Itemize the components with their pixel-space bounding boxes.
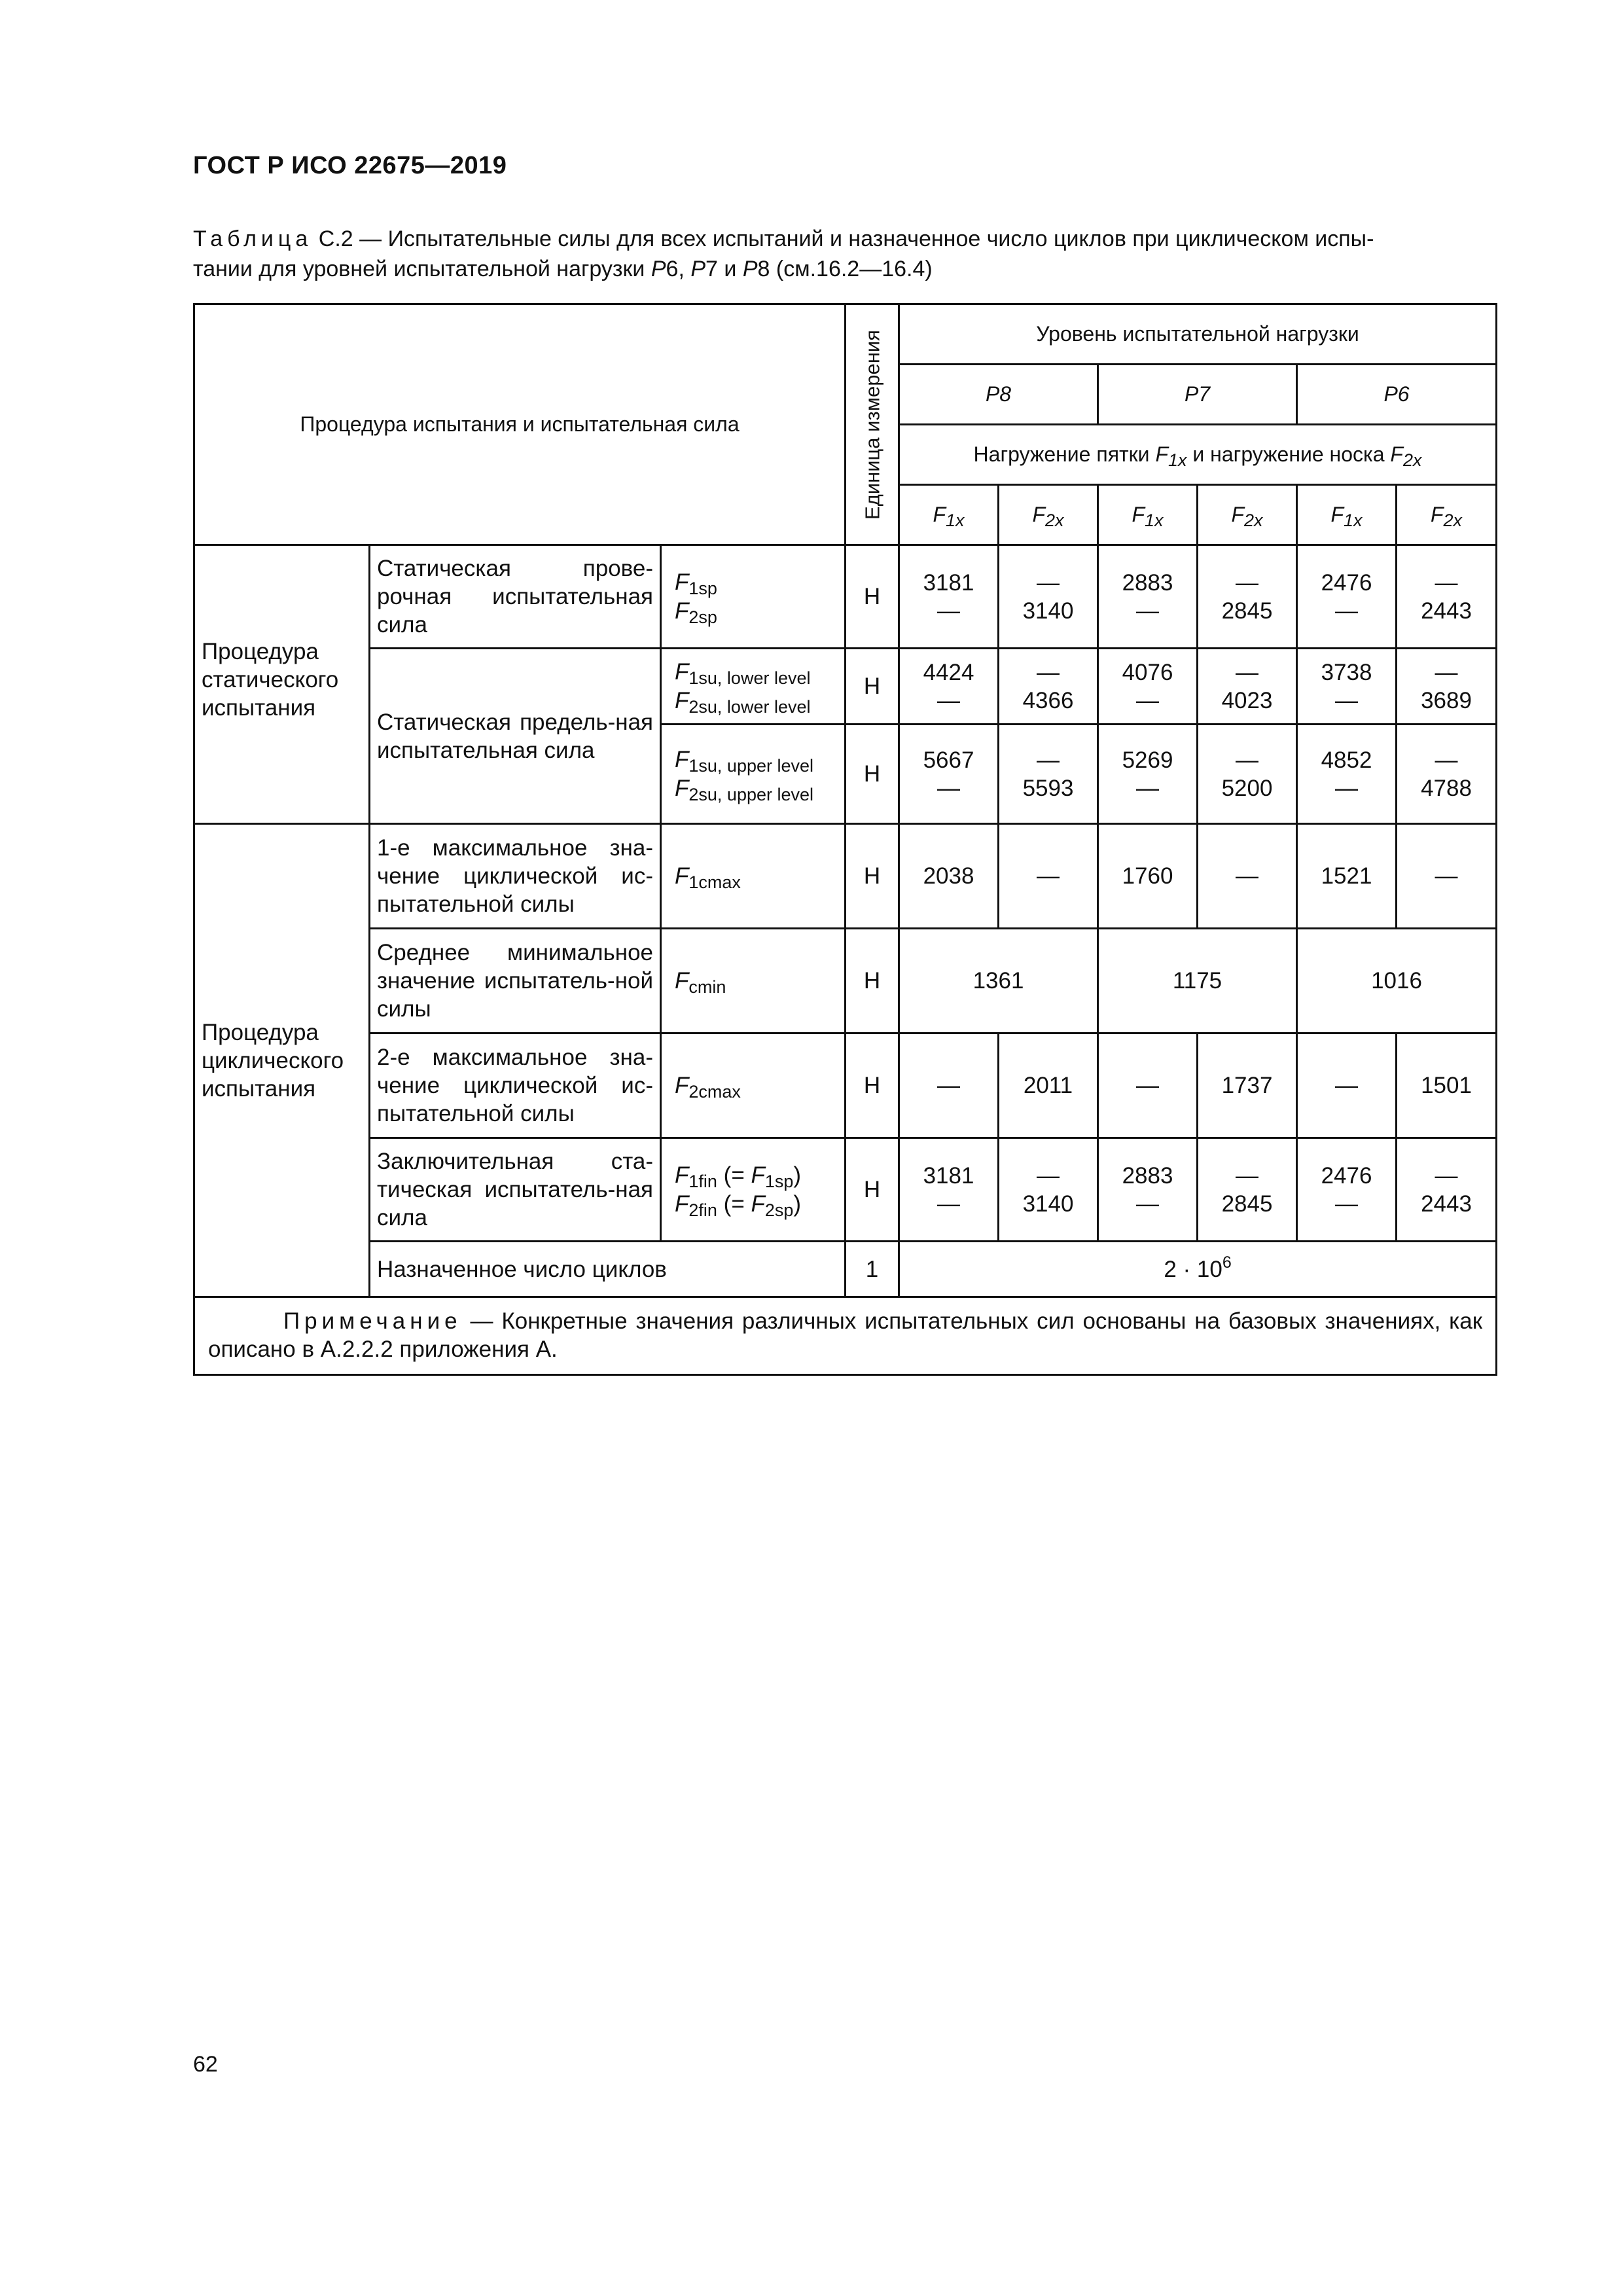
loading-f1-sub: 1x <box>1168 450 1187 470</box>
sym-sub: 2sp <box>764 1200 794 1220</box>
max2-name: 2-е максимальное зна-чение циклической ис-пытательной силы <box>370 1033 661 1138</box>
value: — <box>1435 1162 1458 1189</box>
level-p8 <box>899 365 1098 425</box>
final-symbols <box>661 1138 846 1242</box>
col-p8-f1x <box>899 485 999 545</box>
f-symbol: F <box>1330 503 1344 526</box>
caption-number: С.2 <box>318 226 353 251</box>
f-sub: 1x <box>1145 511 1164 530</box>
forces-table <box>193 303 1497 1376</box>
note-label: Примечание <box>283 1308 462 1334</box>
value-cell <box>1098 1138 1198 1242</box>
ultimate-lower-symbols <box>661 649 846 725</box>
f-symbol: F <box>933 503 946 526</box>
value-cell <box>1297 725 1397 824</box>
f-sub: 1x <box>1344 511 1363 530</box>
value: 3738 <box>1321 659 1372 685</box>
row-cyclic-min <box>194 929 1497 1033</box>
value: — <box>1037 747 1060 773</box>
sym-sub: 1su, upper level <box>688 755 814 776</box>
f-sub: 1x <box>946 511 965 530</box>
value: — <box>1236 659 1259 685</box>
loading-f2-sub: 2x <box>1402 450 1422 470</box>
value: 3140 <box>1022 598 1074 624</box>
level-p6 <box>1297 365 1497 425</box>
value-cell <box>899 1138 999 1242</box>
caption-p6: P <box>651 257 666 281</box>
sym: F <box>675 569 689 595</box>
value: 4424 <box>923 659 974 685</box>
caption-p7: P <box>690 257 706 281</box>
value: — <box>1236 747 1259 773</box>
max1-symbol <box>661 824 846 929</box>
page-number: 62 <box>193 2052 218 2077</box>
value: 3140 <box>1022 1191 1074 1217</box>
value: 3181 <box>923 1162 974 1189</box>
caption-text-1: — Испытательные силы для всех испытаний и назначенное число циклов при циклическом испы- <box>353 226 1374 251</box>
loading-f2: F <box>1390 442 1403 466</box>
sym: F <box>675 687 689 713</box>
caption-p8: P <box>742 257 758 281</box>
value: 3181 <box>923 569 974 596</box>
sym-close: ) <box>793 1162 802 1188</box>
sym: F <box>675 1073 689 1098</box>
max2-symbol <box>661 1033 846 1138</box>
value: — <box>1335 687 1359 713</box>
value: 4852 <box>1321 747 1372 773</box>
value: 2038 <box>899 824 999 929</box>
value: 1521 <box>1297 824 1397 929</box>
value: — <box>1037 659 1060 685</box>
value: — <box>1397 824 1497 929</box>
f-symbol: F <box>1231 503 1245 526</box>
value-cell <box>1297 649 1397 725</box>
value: — <box>937 1191 961 1217</box>
note-text: — Конкретные значения различных испытательных сил основаны на базовых значениях, как описано в А.2.2.2 приложения А. <box>208 1308 1483 1362</box>
sym: F <box>675 863 689 889</box>
min-name: Среднее минимальное значение испытатель-ной силы <box>370 929 661 1033</box>
sym: F <box>751 1162 765 1188</box>
value: — <box>1435 747 1458 773</box>
row-note <box>194 1297 1497 1375</box>
ultimate-upper-unit: Н <box>846 725 899 824</box>
value: 4788 <box>1421 775 1472 801</box>
value-cell <box>999 725 1098 824</box>
value-cell <box>1397 649 1497 725</box>
sym: F <box>751 1191 765 1217</box>
value: — <box>1236 1162 1259 1189</box>
value: — <box>1136 1191 1160 1217</box>
value: 2883 <box>1122 569 1173 596</box>
f-sub: 2x <box>1045 511 1064 530</box>
value: 2476 <box>1321 569 1372 596</box>
level-p8-text: P8 <box>985 382 1012 406</box>
value-cell <box>1198 649 1297 725</box>
sym-close: ) <box>793 1191 802 1217</box>
value: 2443 <box>1421 598 1472 624</box>
col-p8-f2x <box>999 485 1098 545</box>
value-cell <box>899 545 999 649</box>
value: — <box>1136 598 1160 624</box>
value: 4076 <box>1122 659 1173 685</box>
value: 1016 <box>1297 929 1497 1033</box>
value: — <box>999 824 1098 929</box>
value: 4023 <box>1221 687 1273 713</box>
value: 2443 <box>1421 1191 1472 1217</box>
col-p6-f1x <box>1297 485 1397 545</box>
sym-sub: 2sp <box>688 607 717 627</box>
value-cell <box>1397 725 1497 824</box>
min-unit: Н <box>846 929 899 1033</box>
col-p7-f2x <box>1198 485 1297 545</box>
table-note <box>194 1297 1497 1375</box>
sym: F <box>675 658 689 685</box>
value: 1175 <box>1098 929 1297 1033</box>
f-symbol: F <box>1032 503 1046 526</box>
caption-p8n: 8 <box>757 257 770 281</box>
ultimate-name: Статическая предель-ная испытательная сила <box>370 649 661 824</box>
value: — <box>937 775 961 801</box>
final-unit: Н <box>846 1138 899 1242</box>
value: 1361 <box>899 929 1098 1033</box>
value: 3689 <box>1421 687 1472 713</box>
document-header: ГОСТ Р ИСО 22675—2019 <box>193 152 507 179</box>
unit-header <box>846 304 899 545</box>
value: — <box>1435 569 1458 596</box>
sym-eq: (= <box>717 1162 751 1188</box>
sym-sub: 1cmax <box>688 872 741 892</box>
f-symbol: F <box>1430 503 1444 526</box>
sym-sub: 1fin <box>688 1171 717 1191</box>
value: — <box>1136 775 1160 801</box>
row-cyclic-final <box>194 1138 1497 1242</box>
value-cell <box>1098 725 1198 824</box>
value: 2845 <box>1221 1191 1273 1217</box>
unit-header-text: Единица измерения <box>861 329 884 520</box>
value: — <box>899 1033 999 1138</box>
value: 1737 <box>1198 1033 1297 1138</box>
col-p7-f1x <box>1098 485 1198 545</box>
value-cell <box>899 725 999 824</box>
sym-sub: 2fin <box>688 1200 717 1220</box>
ultimate-lower-unit: Н <box>846 649 899 725</box>
value-cell <box>1297 545 1397 649</box>
caption-and: и <box>717 257 743 281</box>
value: — <box>1136 687 1160 713</box>
value: 1760 <box>1098 824 1198 929</box>
table-caption <box>193 224 1495 284</box>
row-static-proof <box>194 545 1497 649</box>
proof-symbols <box>661 545 846 649</box>
value: — <box>1037 1162 1060 1189</box>
value: 2845 <box>1221 598 1273 624</box>
value-cell <box>899 649 999 725</box>
sym: F <box>675 968 689 994</box>
ultimate-upper-symbols <box>661 725 846 824</box>
procedure-header: Процедура испытания и испытательная сила <box>194 304 846 545</box>
group-cyclic: Процедура циклического испытания <box>194 824 370 1297</box>
cycles-value <box>899 1242 1497 1297</box>
level-p7-text: P7 <box>1184 382 1211 406</box>
value-cell <box>999 545 1098 649</box>
value: 2011 <box>999 1033 1098 1138</box>
row-cycles <box>194 1242 1497 1297</box>
row-static-ultimate-lower <box>194 649 1497 725</box>
value: 4366 <box>1022 687 1074 713</box>
value-cell <box>1397 1138 1497 1242</box>
sym: F <box>675 746 689 772</box>
sym-eq: (= <box>717 1191 751 1217</box>
level-p7 <box>1098 365 1297 425</box>
min-symbol <box>661 929 846 1033</box>
value: — <box>1236 569 1259 596</box>
value: — <box>1335 598 1359 624</box>
final-name: Заключительная ста-тическая испытатель-ная сила <box>370 1138 661 1242</box>
loading-text-1: Нагружение пятки <box>973 442 1156 466</box>
caption-comma: , <box>678 257 691 281</box>
row-cyclic-max2 <box>194 1033 1497 1138</box>
value: 5269 <box>1122 747 1173 773</box>
max2-unit: Н <box>846 1033 899 1138</box>
cycles-name: Назначенное число циклов <box>370 1242 846 1297</box>
proof-unit: Н <box>846 545 899 649</box>
value: — <box>1297 1033 1397 1138</box>
caption-ref: (см.16.2—16.4) <box>770 257 933 281</box>
value: — <box>1198 824 1297 929</box>
value: 2883 <box>1122 1162 1173 1189</box>
value: 2476 <box>1321 1162 1372 1189</box>
value: 5200 <box>1221 775 1273 801</box>
sym: F <box>675 1162 689 1188</box>
col-p6-f2x <box>1397 485 1497 545</box>
sym: F <box>675 775 689 801</box>
value-cell <box>1198 545 1297 649</box>
header-row-1 <box>194 304 1497 365</box>
sym: F <box>675 598 689 624</box>
caption-p7n: 7 <box>705 257 718 281</box>
value: 5593 <box>1022 775 1074 801</box>
value: — <box>1037 569 1060 596</box>
group-static: Процедура статического испытания <box>194 545 370 824</box>
value: — <box>1098 1033 1198 1138</box>
sym-sub: 2su, lower level <box>688 696 811 717</box>
value-cell <box>1098 649 1198 725</box>
loading-f1: F <box>1155 442 1168 466</box>
cycles-base: 2 · 10 <box>1164 1256 1222 1282</box>
f-symbol: F <box>1132 503 1145 526</box>
value: — <box>937 598 961 624</box>
sym: F <box>675 1191 689 1217</box>
value-cell <box>999 649 1098 725</box>
sym-sub: 1su, lower level <box>688 668 811 688</box>
sym-sub: 2cmax <box>688 1082 741 1102</box>
max1-unit: Н <box>846 824 899 929</box>
value: — <box>1335 775 1359 801</box>
caption-label: Таблица <box>193 226 313 251</box>
sym-sub: 2su, upper level <box>688 784 814 804</box>
max1-name: 1-е максимальное зна-чение циклической ис-пытательной силы <box>370 824 661 929</box>
proof-name: Статическая прове-рочная испытательная сила <box>370 545 661 649</box>
value-cell <box>1297 1138 1397 1242</box>
sym-sub: 1sp <box>688 578 717 598</box>
value: 1501 <box>1397 1033 1497 1138</box>
value: — <box>1335 1191 1359 1217</box>
sym-sub: cmin <box>688 977 726 997</box>
caption-text-2: тании для уровней испытательной нагрузки <box>193 257 651 281</box>
value: 5667 <box>923 747 974 773</box>
level-header: Уровень испытательной нагрузки <box>899 304 1497 365</box>
value: — <box>937 687 961 713</box>
loading-text-2: и нагружение носка <box>1186 442 1391 466</box>
f-sub: 2x <box>1443 511 1463 530</box>
f-sub: 2x <box>1244 511 1263 530</box>
value-cell <box>1198 725 1297 824</box>
row-cyclic-max1 <box>194 824 1497 929</box>
cycles-unit: 1 <box>846 1242 899 1297</box>
value-cell <box>1397 545 1497 649</box>
value: — <box>1435 659 1458 685</box>
value-cell <box>1098 545 1198 649</box>
loading-header <box>899 425 1497 485</box>
caption-p6n: 6 <box>666 257 679 281</box>
cycles-exp: 6 <box>1222 1253 1232 1272</box>
value-cell <box>1198 1138 1297 1242</box>
level-p6-text: P6 <box>1383 382 1410 406</box>
value-cell <box>999 1138 1098 1242</box>
sym-sub: 1sp <box>764 1171 794 1191</box>
